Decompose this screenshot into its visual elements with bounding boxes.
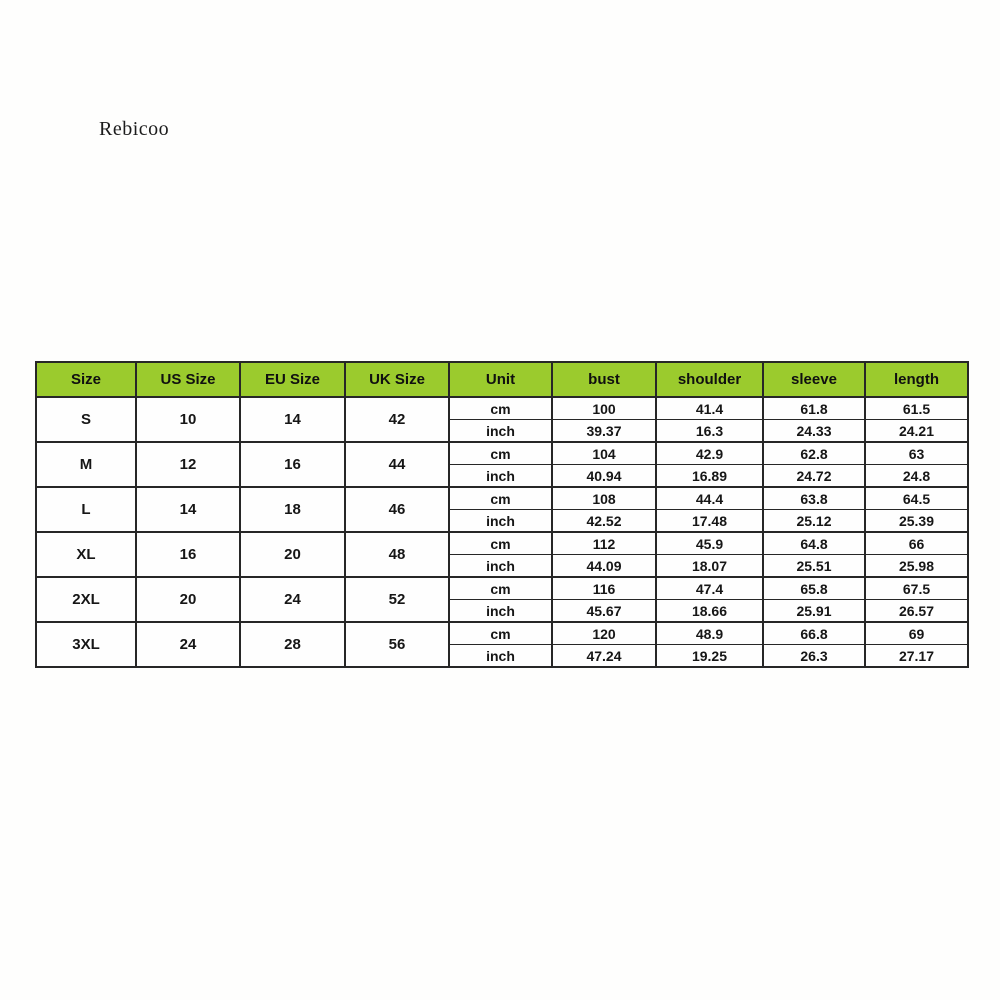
bust-value: 100 [552, 397, 656, 420]
table-row [36, 487, 968, 510]
unit-label: cm [449, 577, 552, 600]
eu-size-value: 24 [240, 577, 345, 622]
us-size-value: 24 [136, 622, 240, 667]
header-sleeve: sleeve [763, 362, 865, 397]
shoulder-value: 18.66 [656, 600, 763, 623]
us-size-value: 20 [136, 577, 240, 622]
table-row [36, 622, 968, 645]
sleeve-value: 25.12 [763, 510, 865, 533]
uk-size-value: 44 [345, 442, 449, 487]
header-length: length [865, 362, 968, 397]
length-value: 63 [865, 442, 968, 465]
length-value: 66 [865, 532, 968, 555]
header-bust: bust [552, 362, 656, 397]
length-value: 64.5 [865, 487, 968, 510]
uk-size-value: 48 [345, 532, 449, 577]
uk-size-value: 56 [345, 622, 449, 667]
eu-size-value: 16 [240, 442, 345, 487]
sleeve-value: 61.8 [763, 397, 865, 420]
table-row [36, 577, 968, 600]
unit-label: inch [449, 555, 552, 578]
us-size-value: 14 [136, 487, 240, 532]
table-row [36, 532, 968, 555]
bust-value: 104 [552, 442, 656, 465]
us-size-value: 16 [136, 532, 240, 577]
header-size: Size [36, 362, 136, 397]
length-value: 25.98 [865, 555, 968, 578]
length-value: 24.8 [865, 465, 968, 488]
length-value: 61.5 [865, 397, 968, 420]
sleeve-value: 64.8 [763, 532, 865, 555]
unit-label: inch [449, 645, 552, 668]
bust-value: 112 [552, 532, 656, 555]
bust-value: 39.37 [552, 420, 656, 443]
sleeve-value: 62.8 [763, 442, 865, 465]
header-us-size: US Size [136, 362, 240, 397]
shoulder-value: 16.3 [656, 420, 763, 443]
length-value: 26.57 [865, 600, 968, 623]
bust-value: 40.94 [552, 465, 656, 488]
bust-value: 45.67 [552, 600, 656, 623]
unit-label: cm [449, 442, 552, 465]
size-label: M [36, 442, 136, 487]
us-size-value: 10 [136, 397, 240, 442]
length-value: 27.17 [865, 645, 968, 668]
length-value: 24.21 [865, 420, 968, 443]
bust-value: 47.24 [552, 645, 656, 668]
size-label: 3XL [36, 622, 136, 667]
length-value: 67.5 [865, 577, 968, 600]
unit-label: cm [449, 487, 552, 510]
bust-value: 120 [552, 622, 656, 645]
shoulder-value: 18.07 [656, 555, 763, 578]
shoulder-value: 19.25 [656, 645, 763, 668]
eu-size-value: 14 [240, 397, 345, 442]
length-value: 25.39 [865, 510, 968, 533]
unit-label: inch [449, 420, 552, 443]
unit-label: inch [449, 600, 552, 623]
bust-value: 42.52 [552, 510, 656, 533]
sleeve-value: 26.3 [763, 645, 865, 668]
unit-label: cm [449, 397, 552, 420]
length-value: 69 [865, 622, 968, 645]
unit-label: cm [449, 532, 552, 555]
shoulder-value: 16.89 [656, 465, 763, 488]
eu-size-value: 28 [240, 622, 345, 667]
shoulder-value: 44.4 [656, 487, 763, 510]
unit-label: inch [449, 510, 552, 533]
shoulder-value: 41.4 [656, 397, 763, 420]
sleeve-value: 24.33 [763, 420, 865, 443]
header-uk-size: UK Size [345, 362, 449, 397]
size-label: XL [36, 532, 136, 577]
table-row [36, 397, 968, 420]
us-size-value: 12 [136, 442, 240, 487]
uk-size-value: 52 [345, 577, 449, 622]
table-row [36, 442, 968, 465]
shoulder-value: 47.4 [656, 577, 763, 600]
sleeve-value: 66.8 [763, 622, 865, 645]
unit-label: inch [449, 465, 552, 488]
sleeve-value: 25.51 [763, 555, 865, 578]
sleeve-value: 24.72 [763, 465, 865, 488]
bust-value: 44.09 [552, 555, 656, 578]
header-unit: Unit [449, 362, 552, 397]
size-label: 2XL [36, 577, 136, 622]
shoulder-value: 17.48 [656, 510, 763, 533]
sleeve-value: 25.91 [763, 600, 865, 623]
sleeve-value: 63.8 [763, 487, 865, 510]
size-chart-table [35, 361, 969, 668]
bust-value: 116 [552, 577, 656, 600]
size-label: L [36, 487, 136, 532]
uk-size-value: 42 [345, 397, 449, 442]
brand-name: Rebicoo [99, 118, 170, 140]
shoulder-value: 48.9 [656, 622, 763, 645]
header-eu-size: EU Size [240, 362, 345, 397]
sleeve-value: 65.8 [763, 577, 865, 600]
header-row [36, 362, 968, 397]
unit-label: cm [449, 622, 552, 645]
eu-size-value: 20 [240, 532, 345, 577]
shoulder-value: 45.9 [656, 532, 763, 555]
bust-value: 108 [552, 487, 656, 510]
header-shoulder: shoulder [656, 362, 763, 397]
shoulder-value: 42.9 [656, 442, 763, 465]
size-label: S [36, 397, 136, 442]
eu-size-value: 18 [240, 487, 345, 532]
uk-size-value: 46 [345, 487, 449, 532]
